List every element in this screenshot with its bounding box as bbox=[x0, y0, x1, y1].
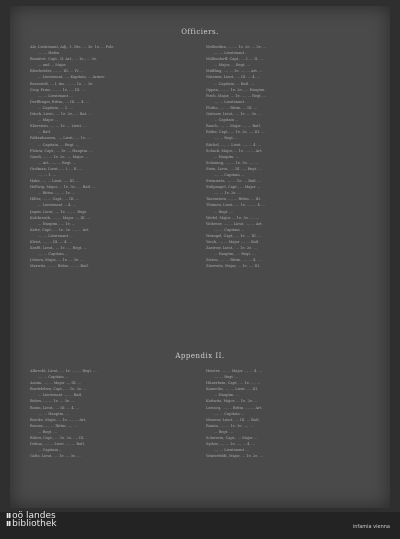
text-line: ..., ... Lieutenant ... bbox=[38, 93, 73, 98]
text-line: ... Hauptm., ... 1e. ... bbox=[38, 221, 76, 226]
text-line: ... Batl. bbox=[38, 130, 52, 135]
text-line: Ramin, ..., ... 1e. 3e. ..., ... bbox=[206, 423, 253, 428]
text-line: Albrecht, Lieut., ... 1e. ..., ... Regt. ... bbox=[30, 369, 97, 373]
text-line: ... und ... Major bbox=[38, 63, 67, 68]
text-line: ..., ... Regt. ... bbox=[214, 375, 239, 380]
text-line: Möllendorff, Capt., ... I. ... II. ... bbox=[206, 57, 263, 62]
text-line: ..., ... Lieutenant ... bbox=[38, 233, 73, 238]
text-line: Tauentzien, ..., ... Rittm. ... III. bbox=[206, 197, 261, 202]
text-line: Sydow, ..., ... 1e. ..., ... 4. ... bbox=[206, 442, 256, 447]
text-line: Plotho, ..., ... Rittm. ... III. ... bbox=[206, 105, 258, 110]
text-line: Dürck, Lieut., ... 1e. 2e., ... Bat. ... bbox=[30, 112, 92, 117]
text-line: ... Major ... bbox=[38, 118, 58, 123]
text-line: Bornstedt, ... I. Ins. ..., ... 1e. ... 3e. bbox=[30, 81, 94, 86]
text-line: Dohna, ..., ... Lieut. ..., ... Batl. bbox=[30, 442, 85, 447]
text-line: ..., ... Lieutenant ... bbox=[214, 99, 249, 104]
text-line: Thümen, Lieut., ... 1e. ..., ... 4. ... bbox=[206, 203, 266, 208]
text-line: Kleist, ..., ... III. ... 4. ... bbox=[30, 240, 73, 244]
text-line: ..., ... 1e. 2e. ... bbox=[214, 191, 242, 196]
text-line: Croy, Prinz, ..., ... 1e. ..., III. ... bbox=[30, 87, 85, 92]
text-line: Lestocq, ..., ... Rittm. ..., ... Art. bbox=[206, 405, 263, 410]
text-line: Hellwig, Major, ... 1e. 3e., ... Batl. ... bbox=[30, 185, 96, 190]
text-line: Zastrow, Lieut., ... 1e. 2e. ... bbox=[206, 246, 257, 251]
text-line: Pirch, Major, ... 1e. ..., ... Regt. ... bbox=[206, 93, 267, 98]
text-line: Massow, Lieut., ... III. ... Batl. bbox=[206, 417, 260, 422]
text-line: ... Lieutenant ..., ... Batl. bbox=[38, 393, 83, 398]
library-logo[interactable]: ıı oö landes ıı bibliothek bbox=[6, 511, 57, 529]
text-line: ..., ... Regt. ... bbox=[214, 136, 239, 141]
text-line: ..., ... Capitain ... bbox=[214, 227, 245, 232]
text-line: Oppen, ..., ... 1e. 2e., ... Hauptm. bbox=[206, 87, 266, 92]
text-line: ... Regt. ... bbox=[38, 429, 57, 434]
text-line: Eberstein, ..., ... 1e. ... Lieut. ... bbox=[30, 124, 87, 129]
officers-left-column bbox=[30, 44, 198, 344]
text-line: ... Capitain, ... Batl. ... bbox=[214, 81, 254, 86]
text-line: ..., ... Hauptm. ... bbox=[38, 411, 69, 416]
text-line: ... Lieutenant ... 4. ... bbox=[38, 203, 77, 208]
text-line: Beaufort, Capt., II. Art., ... 1e., ... 3e. bbox=[30, 57, 98, 62]
appendix-heading: Appendix II. bbox=[175, 352, 225, 360]
text-line: Yorck, ..., ... Major ..., ... Batl. bbox=[206, 240, 260, 244]
footer-credit: infamia vienna bbox=[352, 524, 390, 530]
text-line: Schöning, ..., ... 1e. 3e. ..., ... bbox=[206, 160, 259, 165]
text-line: ... Major, ... Regt. ... bbox=[214, 63, 251, 68]
text-line: ... Regt. ... bbox=[214, 429, 233, 434]
text-line: Kamecke, ..., ... Lieut. ..., III. bbox=[206, 387, 259, 392]
text-line: ... Regt. ... bbox=[214, 209, 233, 214]
text-line: Wedel, Major, ... 1e. 3e. ..., ... bbox=[206, 215, 260, 220]
text-line: ... Hauptm., ... Regt. ... bbox=[214, 252, 256, 257]
text-line: ..., ... Capitain ... bbox=[214, 172, 245, 177]
text-line: ... Capitain ... bbox=[38, 448, 63, 453]
text-line: Müffling, ..., ... 1e. ..., ... Art. ... bbox=[206, 69, 263, 74]
text-line: Hünerbein, Capt., ... 1e. ..., ... bbox=[206, 381, 261, 386]
text-line: Schwerin, Capt., ... Major ... bbox=[206, 436, 258, 441]
officers-heading: Officiers. bbox=[181, 28, 219, 36]
logo-mark-icon: ıı bbox=[6, 511, 11, 521]
text-line: Natzmer, Lieut., ... III. ... 4. ... bbox=[206, 75, 261, 80]
appendix-left-column bbox=[30, 368, 198, 464]
text-line: ..., ... 1. ... bbox=[38, 172, 57, 177]
text-line: Kottwitz, Major, ... 1e. 2e. ... bbox=[206, 399, 258, 404]
document-page bbox=[10, 6, 390, 508]
text-line: ... Hauptm. ... bbox=[214, 393, 240, 398]
text-line: Bleichröder, ..., ... III. ... IV. ... bbox=[30, 69, 84, 74]
text-line: Krafft, Lieut., ... 1e. ..., Regt. ... bbox=[30, 246, 87, 251]
text-line: Marwitz, ..., ... Rittm. ..., ... Batl. bbox=[30, 264, 89, 269]
text-line: Stülpnagel, Capt., ... Major ... bbox=[206, 185, 261, 190]
text-line: Below, ..., ... 1e. ... 3e. ... bbox=[30, 399, 75, 404]
text-line: ... Capitain, ... 1. ... bbox=[38, 105, 73, 110]
text-line: ..., ... Capitain ... bbox=[214, 411, 245, 416]
text-line: Wobeser, ..., ... Lieut. ..., ... Art. bbox=[206, 221, 263, 226]
text-line: ... Lieutenant, ..., Kapitain, ... Armee bbox=[38, 75, 105, 80]
text-line: Steinmetz, ..., ... 1e. ... Batl. ... bbox=[206, 179, 262, 184]
text-line: Stein, Lieut., ... III. ..., Regt. ... bbox=[206, 166, 262, 171]
text-line: ... Art., ..., ... Regt. ... bbox=[38, 160, 77, 165]
text-line: ... Capitain ... bbox=[214, 118, 239, 123]
text-line: ... Hauptm. ... bbox=[214, 154, 240, 159]
text-line: ... Rittm. ..., ... 1e. ... bbox=[38, 191, 76, 196]
text-line: Bonin, Lieut., ... III. ... 4. ... bbox=[30, 405, 80, 410]
text-line: ..., ... Lieutenant ... bbox=[214, 448, 249, 453]
text-line: Winterfeldt, Major, ... 1e. 2e. ... bbox=[206, 454, 264, 459]
text-line: ..., ... Lieutenant ... bbox=[214, 51, 249, 56]
viewer-footer bbox=[0, 512, 400, 539]
text-line: Hiller, ..., ... Capt., ... III. ... bbox=[30, 197, 80, 202]
text-line: Hake, ..., ... Lieut. ..., III. ... bbox=[30, 179, 80, 184]
text-line: Flotow, Capt., ... 1e. ... Hauptm. ... bbox=[30, 148, 93, 153]
officers-right-column bbox=[206, 44, 374, 344]
text-line: Zieten, ..., ... Rittm. ..., ... 4. ... bbox=[206, 258, 261, 263]
text-line: Ale, Lieutenant, Adj., 1. Div., ... 3e. 1e. ... Pole bbox=[30, 45, 114, 49]
text-line: Kalckreuth, ..., ... Major ..., III. ... bbox=[30, 215, 91, 220]
text-line: Schack, Major, ... 1e. ..., ... Art. bbox=[206, 148, 263, 153]
text-line: Heister, ..., ... Major ..., ... 4. ... bbox=[206, 369, 262, 373]
text-line: Bardeleben, Capt., ... 1e. 2e. ... bbox=[30, 387, 87, 392]
text-line: Bülow, Capt., ... 1e. 2e. ..., III. bbox=[30, 436, 85, 441]
text-line: Arnim, ..., ... Major ..., III. ... bbox=[30, 381, 82, 386]
text-line: ... Capitain, ... Regt. ... bbox=[38, 142, 80, 147]
text-line: Röder, Capt., ... 1e. 2e. ..., III. ... bbox=[206, 130, 265, 135]
text-line: Katte, Capt., ... 1e. 2e. ..., ... Art. bbox=[30, 227, 90, 232]
text-line: Goltz, Lieut., ... 1e. ... 3e. ... bbox=[30, 454, 81, 459]
text-line: Zitzewitz, Major, ... 1e. ..., III. bbox=[206, 264, 261, 269]
text-line: Mellenthin, ..., ... 1e. 2e. ... 3e. ... bbox=[206, 45, 267, 49]
text-line: Wrangel, Capt., ... 1e. ... III. ... bbox=[206, 233, 262, 238]
text-line: Falkenhausen, ..., Lieut., ... 1e. ... bbox=[30, 136, 91, 141]
appendix-right-column bbox=[206, 368, 374, 464]
text-line: Quitzow, Lieut., ... 1e. ... 3e. ... bbox=[206, 112, 262, 117]
text-line: Rüchel, ..., ... Lieut. ..., ... 4. ... bbox=[206, 142, 262, 147]
text-line: ..., ... Capitain ... bbox=[38, 252, 69, 257]
text-line: Derfflinger, Rittm., ... III. ... 4. ... bbox=[30, 99, 90, 104]
text-line: Rauch, ..., ... Major ..., ... Batl. bbox=[206, 124, 261, 129]
text-line: Lützow, Major, ... 1e. ... 3e. ... bbox=[30, 258, 84, 263]
text-line: Brause, ..., ... Rittm. ..., ... bbox=[30, 423, 77, 428]
text-line: Borcke, Major, ... 1e. ..., ... Art. bbox=[30, 417, 87, 422]
text-line: Jagow, Lieut., ... 1e. ..., ... Regt. bbox=[30, 209, 88, 214]
text-line: ..., ... Capitain ... bbox=[38, 375, 69, 380]
text-line: Gaudi, ..., ... 1e. 2e. ..., Major ... bbox=[30, 154, 88, 159]
text-line: ..., ... Hafen bbox=[38, 51, 60, 56]
text-line: Grolman, Lieut., ... I. ... II. ... bbox=[30, 166, 83, 171]
